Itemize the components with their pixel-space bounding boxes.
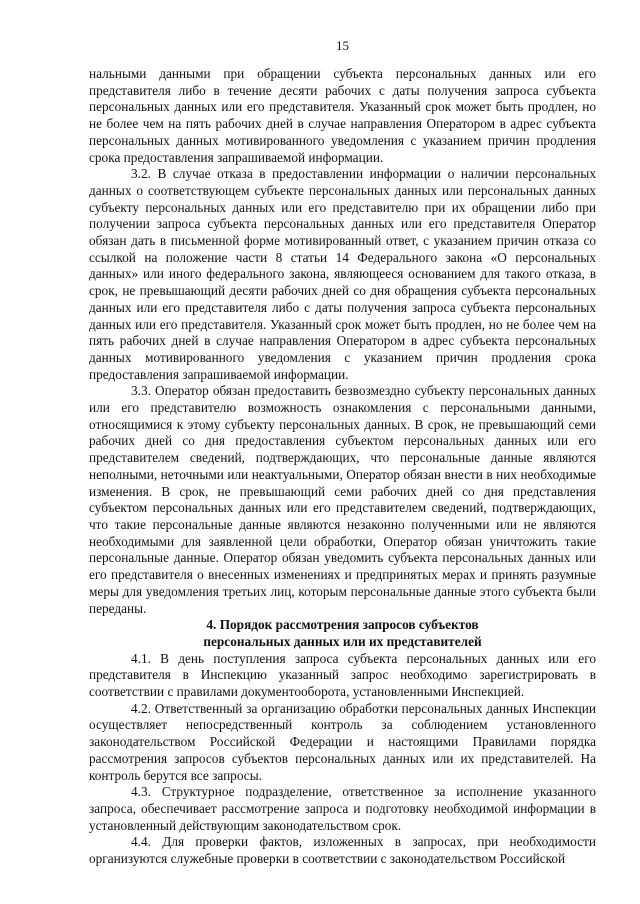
section-heading-line-1: 4. Порядок рассмотрения запросов субъектов xyxy=(206,617,479,633)
paragraph-3-3: 3.3. Оператор обязан предоставить безвозмездно субъекту персональных данных или его представителю возможность ознакомления с персональными данными, относящимися к этому субъекту персональных данных. В срок, не превышающий семи рабочих дней со дня предоставления субъектом персональных данных или его представителем сведений, подтверждающих, что персональные данные являются неполными, неточными или неактуальными, Оператор обязан внести в них необходимые изменения. В срок, не превышающий семи рабочих дней со дня представления субъектом персональных данных или его представителем сведений, подтверждающих, что такие персональные данные являются незаконно полученными или не являются необходимыми для заявленной цели обработки, Оператор обязан уничтожить такие персональные данные. Оператор обязан уведомить субъекта персональных данных или его представителя о внесенных изменениях и предпринятых мерах и принять разумные меры для уведомления третьих лиц, которым персональные данные этого субъекта были переданы. xyxy=(89,383,596,616)
paragraph-3-2: 3.2. В случае отказа в предоставлении информации о наличии персональных данных о соответствующем субъекте персональных данных или персональных данных субъекту персональных данных или его представителю при их обращении либо при получении запроса субъекта персональных данных или его представителя Оператор обязан дать в письменной форме мотивированный ответ, с указанием причин отказа со ссылкой на положение части 8 статьи 14 Федерального закона «О персональных данных» или иного федерального закона, являющееся основанием для такого отказа, в срок, не превышающий десяти рабочих дней со дня обращения субъекта персональных данных или его представителя либо с даты получения запроса субъекта персональных данных или его представителя. Указанный срок может быть продлен, но не более чем на пять рабочих дней в случае направления Оператором в адрес субъекта персональных данных мотивированного уведомления с указанием причин продления срока предоставления запрашиваемой информации. xyxy=(89,166,596,382)
section-heading xyxy=(89,617,596,650)
paragraph-continuation: нальными данными при обращении субъекта персональных данных или его представителя либо в течение десяти рабочих с даты получения запроса субъекта персональных данных или его представителя. Указанный срок может быть продлен, но не более чем на пять рабочих дней в случае направления Оператором в адрес субъекта персональных данных мотивированного уведомления с указанием причин продления срока предоставления запрашиваемой информации. xyxy=(89,66,596,165)
section-heading-line-2: персональных данных или их представителей xyxy=(203,633,482,649)
paragraph-4-2: 4.2. Ответственный за организацию обработки персональных данных Инспекции осуществляет непосредственный контроль за соблюдением установленного законодательством Российской Федерации и настоящими Правилами порядка рассмотрения запросов субъектов персональных данных или их представителей. На контроль берутся все запросы. xyxy=(89,700,596,783)
paragraph-4-1: 4.1. В день поступления запроса субъекта персональных данных или его представителя в Инспекцию указанный запрос необходимо зарегистрировать в соответствии с правилами документооборота, установленными Инспекцией. xyxy=(89,650,596,700)
paragraph-4-4: 4.4. Для проверки фактов, изложенных в запросах, при необходимости организуются служебные проверки в соответствии с законодательством Российской xyxy=(89,834,596,867)
page-number: 15 xyxy=(336,38,349,53)
paragraph-4-3: 4.3. Структурное подразделение, ответственное за исполнение указанного запроса, обеспечивает рассмотрение запроса и подготовку необходимой информации в установленный действующим законодательством срок. xyxy=(89,784,596,833)
